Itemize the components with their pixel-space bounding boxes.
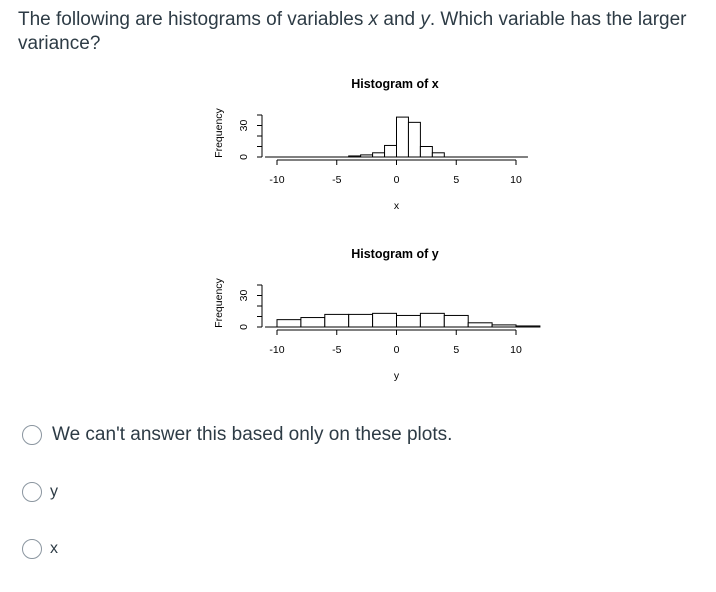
hist-y-bar-0 xyxy=(277,320,301,327)
hist-y-bar-8 xyxy=(468,323,492,327)
hist-y-x-tick-label: 5 xyxy=(453,344,460,356)
hist-y-xlabel: y xyxy=(393,370,400,382)
answer-label: y xyxy=(50,483,58,500)
hist-y-bar-2 xyxy=(325,314,349,327)
hist-y-title: Histogram of y xyxy=(351,247,439,261)
answer-label: x xyxy=(50,540,58,557)
hist-x-x-tick-label: -10 xyxy=(269,174,285,186)
hist-x-bar-7 xyxy=(432,153,444,157)
hist-y-bar-3 xyxy=(349,314,373,327)
hist-y-ylabel: Frequency xyxy=(213,278,225,328)
hist-x-ylabel: Frequency xyxy=(213,108,225,158)
hist-x-y-tick-label: 30 xyxy=(238,119,250,132)
hist-y-bar-7 xyxy=(444,315,468,327)
hist-y-x-tick-label: 0 xyxy=(393,344,400,356)
hist-x-x-tick-label: -5 xyxy=(332,174,342,186)
hist-y-bar-6 xyxy=(420,313,444,327)
hist-x-bar-4 xyxy=(397,117,409,157)
question-text-prefix: The following are histograms of variables xyxy=(18,9,369,30)
hist-x-x-tick-label: 10 xyxy=(510,174,522,186)
answer-option-x[interactable] xyxy=(22,539,58,559)
question-text-mid: and xyxy=(378,9,421,30)
hist-x-x-tick-label: 5 xyxy=(453,174,460,186)
radio-button[interactable] xyxy=(22,482,42,502)
hist-x-bar-5 xyxy=(408,122,420,157)
answer-option-cant-answer[interactable] xyxy=(22,424,452,446)
radio-button[interactable] xyxy=(22,539,42,559)
hist-x-bar-2 xyxy=(373,153,385,157)
hist-y-bar-4 xyxy=(373,313,397,327)
hist-x-x-tick-label: 0 xyxy=(393,174,400,186)
hist-y-bar-1 xyxy=(301,318,325,327)
hist-y-x-tick-label: -10 xyxy=(269,344,285,356)
question-var-y: y xyxy=(420,9,430,30)
question-text-suffix: . Which variable has the larger variance? xyxy=(18,9,687,54)
hist-y-bar-5 xyxy=(397,315,421,327)
answer-label: We can't answer this based only on these plots. xyxy=(52,424,453,445)
hist-y-y-tick-label: 30 xyxy=(238,289,250,302)
hist-x-bar-3 xyxy=(385,145,397,157)
hist-x-y-tick-label: 0 xyxy=(238,154,250,160)
radio-button[interactable] xyxy=(22,425,42,445)
hist-x-xlabel: x xyxy=(393,200,400,212)
question-var-x: x xyxy=(368,9,379,30)
answer-option-y[interactable] xyxy=(22,482,58,502)
hist-x-title: Histogram of x xyxy=(351,77,439,91)
hist-y-x-tick-label: -5 xyxy=(332,344,342,356)
hist-x-bar-6 xyxy=(420,147,432,158)
hist-y-y-tick-label: 0 xyxy=(238,324,250,330)
hist-y-x-tick-label: 10 xyxy=(510,344,522,356)
